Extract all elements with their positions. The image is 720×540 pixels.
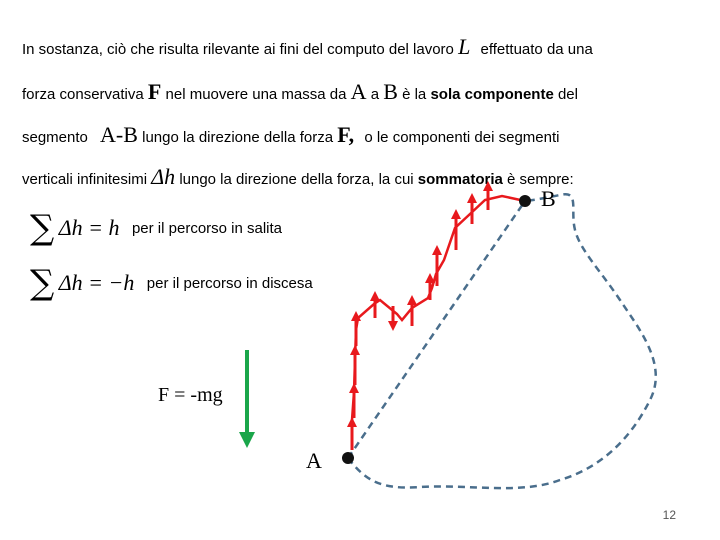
text-segment: lungo la direzione della forza, la cui (179, 171, 414, 188)
text-bold-sola-componente: sola componente (430, 86, 554, 103)
formula-note: per il percorso in salita (131, 219, 283, 237)
staircase-path (352, 196, 525, 450)
formula-expression: Δh = h (58, 215, 120, 240)
text-segment: a (370, 86, 380, 103)
symbol-F: F (147, 79, 162, 104)
point-b (519, 195, 531, 207)
delta-h-arrows (352, 186, 488, 450)
symbol-L: L (458, 34, 471, 59)
symbol-delta-h: Δh (151, 164, 176, 189)
formula-note: per il percorso in discesa (146, 274, 313, 292)
symbol-A: A (350, 79, 367, 104)
text-segment: lungo la direzione della forza (142, 129, 334, 146)
text-segment: nel muovere una massa da (165, 86, 347, 103)
point-a (342, 452, 354, 464)
sigma-symbol: ∑ (30, 263, 55, 303)
text-segment: effettuato da una (480, 41, 593, 58)
symbol-B: B (383, 79, 398, 104)
label-point-b: B (541, 186, 556, 211)
formula-expression: Δh = −h (58, 270, 135, 295)
text-segment: In sostanza, ciò che risulta rilevante ai fini del computo del lavoro (22, 41, 454, 58)
symbol-F: F, (337, 122, 355, 147)
sigma-symbol: ∑ (30, 208, 55, 248)
label-force: F = -mg (158, 384, 223, 406)
dashed-path-loop (348, 194, 656, 488)
label-point-a: A (306, 448, 322, 473)
text-segment: o le componenti dei segmenti (364, 129, 560, 146)
page-number: 12 (662, 508, 676, 522)
text-segment: verticali infinitesimi (22, 171, 148, 188)
text-segment: è sempre: (507, 171, 574, 188)
text-segment: forza conservativa (22, 86, 144, 103)
text-segment: è la (402, 86, 427, 103)
text-segment: segmento (22, 129, 88, 146)
dashed-segment-a-b (348, 201, 525, 458)
symbol-A-B: A-B (100, 122, 138, 147)
text-bold-sommatoria: sommatoria (417, 171, 503, 188)
text-segment: del (557, 86, 578, 103)
